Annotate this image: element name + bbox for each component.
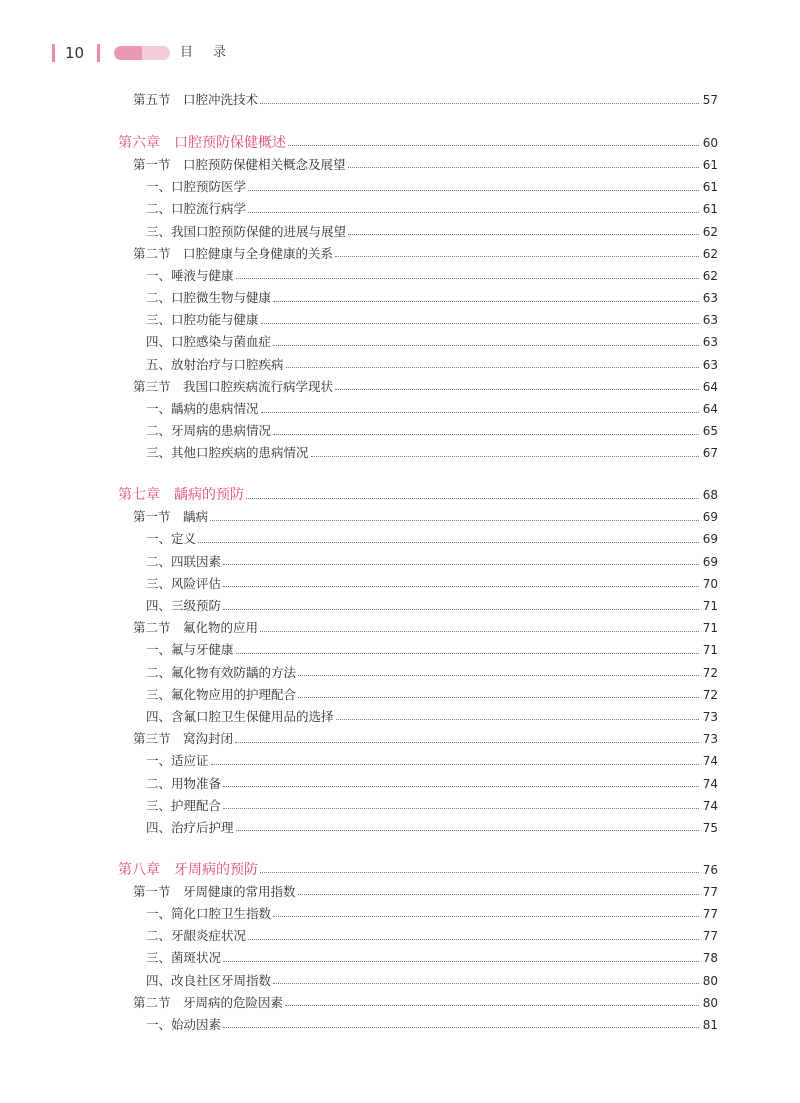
toc-entry-title: 四、三级预防 [146, 598, 222, 614]
toc-entry-page: 77 [702, 906, 718, 921]
toc-entry-page: 61 [702, 157, 718, 172]
toc-entry-page: 71 [702, 621, 718, 636]
toc-entry-title: 二、牙周病的患病情况 [146, 423, 272, 439]
toc-entry-page: 75 [702, 820, 718, 835]
toc-entry-page: 64 [702, 402, 718, 417]
leader-dots [285, 1005, 699, 1006]
toc-item[interactable] [118, 795, 718, 817]
leader-dots [248, 212, 699, 213]
toc-entry-title: 第一节 牙周健康的常用指数 [133, 883, 296, 899]
toc-entry-title: 三、口腔功能与健康 [146, 312, 259, 328]
toc-section[interactable] [118, 376, 718, 398]
leader-dots [223, 1027, 699, 1028]
toc-entry-title: 五、放射治疗与口腔疾病 [146, 356, 284, 372]
toc-entry-page: 57 [702, 93, 718, 108]
toc-entry-title: 第一节 龋病 [133, 509, 209, 525]
toc-entry-page: 74 [702, 754, 718, 769]
toc-entry-title: 三、护理配合 [146, 797, 222, 813]
toc-item[interactable] [118, 420, 718, 442]
toc-entry-title: 第三节 我国口腔疾病流行病学现状 [133, 378, 334, 394]
leader-dots [298, 894, 699, 895]
leader-dots [273, 916, 699, 917]
toc-entry-title: 二、牙龈炎症状况 [146, 928, 247, 944]
header-title: 目录 [180, 45, 247, 60]
toc-entry-title: 三、菌斑状况 [146, 950, 222, 966]
toc-item[interactable] [118, 354, 718, 376]
leader-dots [335, 389, 699, 390]
toc-entry-page: 71 [702, 643, 718, 658]
toc-item[interactable] [118, 817, 718, 839]
toc-item[interactable] [118, 925, 718, 947]
toc-entry-title: 一、氟与牙健康 [146, 642, 234, 658]
toc-chapter[interactable] [118, 859, 718, 881]
toc-section[interactable] [118, 992, 718, 1014]
toc-entry-title: 一、口腔预防医学 [146, 179, 247, 195]
toc-section[interactable] [118, 617, 718, 639]
toc-entry-title: 第五节 口腔冲洗技术 [133, 92, 259, 108]
leader-dots [223, 808, 699, 809]
toc-item[interactable] [118, 662, 718, 684]
page-header [52, 43, 652, 63]
toc-entry-title: 四、治疗后护理 [146, 819, 234, 835]
toc-entry-title: 一、简化口腔卫生指数 [146, 905, 272, 921]
leader-dots [273, 434, 699, 435]
toc-entry-title: 第六章 口腔预防保健概述 [118, 134, 286, 151]
toc-item[interactable] [118, 442, 718, 464]
toc-section[interactable] [118, 89, 718, 111]
toc-entry-title: 一、始动因素 [146, 1016, 222, 1032]
leader-dots [248, 190, 699, 191]
leader-dots [210, 520, 699, 521]
leader-dots [260, 872, 699, 873]
leader-dots [223, 564, 699, 565]
toc-entry-title: 第一节 口腔预防保健相关概念及展望 [133, 156, 346, 172]
toc-entry-page: 62 [702, 224, 718, 239]
toc-entry-title: 一、唾液与健康 [146, 267, 234, 283]
toc-item[interactable] [118, 528, 718, 550]
toc-item[interactable] [118, 947, 718, 969]
leader-dots [236, 653, 699, 654]
leader-dots [223, 586, 699, 587]
leader-dots [261, 412, 699, 413]
toc-entry-page: 63 [702, 357, 718, 372]
toc-entry-title: 第七章 龋病的预防 [118, 487, 244, 504]
toc-entry-page: 69 [702, 532, 718, 547]
toc-item[interactable] [118, 684, 718, 706]
toc-entry-title: 四、改良社区牙周指数 [146, 972, 272, 988]
leader-dots [236, 830, 699, 831]
toc-entry-title: 一、定义 [146, 531, 197, 547]
leader-dots [273, 345, 699, 346]
toc-entry-page: 64 [702, 379, 718, 394]
leader-dots [273, 983, 699, 984]
leader-dots [261, 323, 699, 324]
toc-entry-page: 80 [702, 995, 718, 1010]
toc-entry-page: 63 [702, 313, 718, 328]
toc-entry-page: 61 [702, 180, 718, 195]
leader-dots [260, 631, 699, 632]
toc-section[interactable] [118, 506, 718, 528]
toc-item[interactable] [118, 176, 718, 198]
toc-entry-page: 74 [702, 776, 718, 791]
toc-entry-page: 60 [702, 135, 718, 150]
page-number: 10 [65, 44, 85, 62]
toc-item[interactable] [118, 903, 718, 925]
toc-entry-page: 76 [702, 862, 718, 877]
toc-entry-page: 77 [702, 884, 718, 899]
toc-section[interactable] [118, 881, 718, 903]
toc-entry-page: 69 [702, 554, 718, 569]
toc-section[interactable] [118, 154, 718, 176]
toc-chapter[interactable] [118, 484, 718, 506]
toc-item[interactable] [118, 573, 718, 595]
header-decoration-pill [114, 46, 170, 60]
toc-item[interactable] [118, 706, 718, 728]
toc-entry-page: 71 [702, 599, 718, 614]
toc-entry-title: 二、口腔微生物与健康 [146, 290, 272, 306]
toc-entry-title: 二、氟化物有效防龋的方法 [146, 664, 297, 680]
toc-entry-title: 第二节 牙周病的危险因素 [133, 994, 284, 1010]
toc-entry-title: 二、口腔流行病学 [146, 201, 247, 217]
toc-item[interactable] [118, 639, 718, 661]
toc-entry-page: 68 [702, 488, 718, 503]
leader-dots [298, 697, 699, 698]
toc-entry-title: 一、适应证 [146, 753, 209, 769]
leader-dots [235, 742, 699, 743]
leader-dots [273, 301, 699, 302]
toc-item[interactable] [118, 220, 718, 242]
leader-dots [246, 498, 699, 499]
toc-entry-title: 一、龋病的患病情况 [146, 401, 259, 417]
toc-entry-title: 第二节 氟化物的应用 [133, 620, 259, 636]
toc-item[interactable] [118, 750, 718, 772]
toc-entry-page: 69 [702, 510, 718, 525]
toc-item[interactable] [118, 265, 718, 287]
leader-dots [260, 103, 699, 104]
toc-item[interactable] [118, 1014, 718, 1036]
toc-entry-page: 72 [702, 687, 718, 702]
leader-dots [286, 367, 699, 368]
table-of-contents [118, 89, 718, 1036]
header-left-bar [52, 44, 55, 62]
toc-entry-page: 67 [702, 446, 718, 461]
toc-entry-title: 第三节 窝沟封闭 [133, 731, 234, 747]
toc-entry-page: 77 [702, 929, 718, 944]
toc-entry-title: 第八章 牙周病的预防 [118, 861, 258, 878]
toc-entry-title: 四、含氟口腔卫生保健用品的选择 [146, 708, 334, 724]
toc-item[interactable] [118, 772, 718, 794]
toc-entry-page: 74 [702, 798, 718, 813]
leader-dots [211, 764, 699, 765]
leader-dots [236, 278, 699, 279]
spacer [118, 111, 718, 132]
leader-dots [335, 256, 699, 257]
toc-item[interactable] [118, 287, 718, 309]
toc-item[interactable] [118, 398, 718, 420]
spacer [118, 465, 718, 485]
toc-item[interactable] [118, 198, 718, 220]
toc-section[interactable] [118, 243, 718, 265]
toc-entry-page: 73 [702, 732, 718, 747]
leader-dots [311, 456, 699, 457]
leader-dots [348, 234, 699, 235]
toc-item[interactable] [118, 331, 718, 353]
leader-dots [336, 719, 699, 720]
toc-entry-page: 62 [702, 268, 718, 283]
toc-entry-title: 三、风险评估 [146, 575, 222, 591]
toc-entry-page: 81 [702, 1017, 718, 1032]
toc-item[interactable] [118, 969, 718, 991]
toc-item[interactable] [118, 309, 718, 331]
toc-entry-page: 63 [702, 335, 718, 350]
toc-entry-page: 72 [702, 665, 718, 680]
leader-dots [248, 939, 699, 940]
toc-item[interactable] [118, 595, 718, 617]
toc-entry-page: 63 [702, 291, 718, 306]
leader-dots [223, 961, 699, 962]
toc-chapter[interactable] [118, 132, 718, 154]
toc-entry-page: 78 [702, 951, 718, 966]
spacer [118, 839, 718, 859]
toc-entry-title: 二、四联因素 [146, 553, 222, 569]
leader-dots [288, 145, 699, 146]
toc-entry-title: 二、用物准备 [146, 775, 222, 791]
toc-entry-page: 62 [702, 246, 718, 261]
leader-dots [198, 542, 699, 543]
leader-dots [298, 675, 699, 676]
toc-section[interactable] [118, 728, 718, 750]
toc-item[interactable] [118, 551, 718, 573]
toc-entry-title: 三、我国口腔预防保健的进展与展望 [146, 223, 347, 239]
toc-entry-title: 三、氟化物应用的护理配合 [146, 686, 297, 702]
toc-entry-title: 四、口腔感染与菌血症 [146, 334, 272, 350]
toc-entry-page: 80 [702, 973, 718, 988]
leader-dots [223, 609, 699, 610]
toc-entry-title: 三、其他口腔疾病的患病情况 [146, 445, 309, 461]
toc-entry-page: 73 [702, 709, 718, 724]
header-right-bar [97, 44, 100, 62]
toc-entry-page: 65 [702, 424, 718, 439]
leader-dots [348, 167, 699, 168]
toc-entry-title: 第二节 口腔健康与全身健康的关系 [133, 245, 334, 261]
toc-entry-page: 61 [702, 202, 718, 217]
toc-entry-page: 70 [702, 576, 718, 591]
leader-dots [223, 786, 699, 787]
